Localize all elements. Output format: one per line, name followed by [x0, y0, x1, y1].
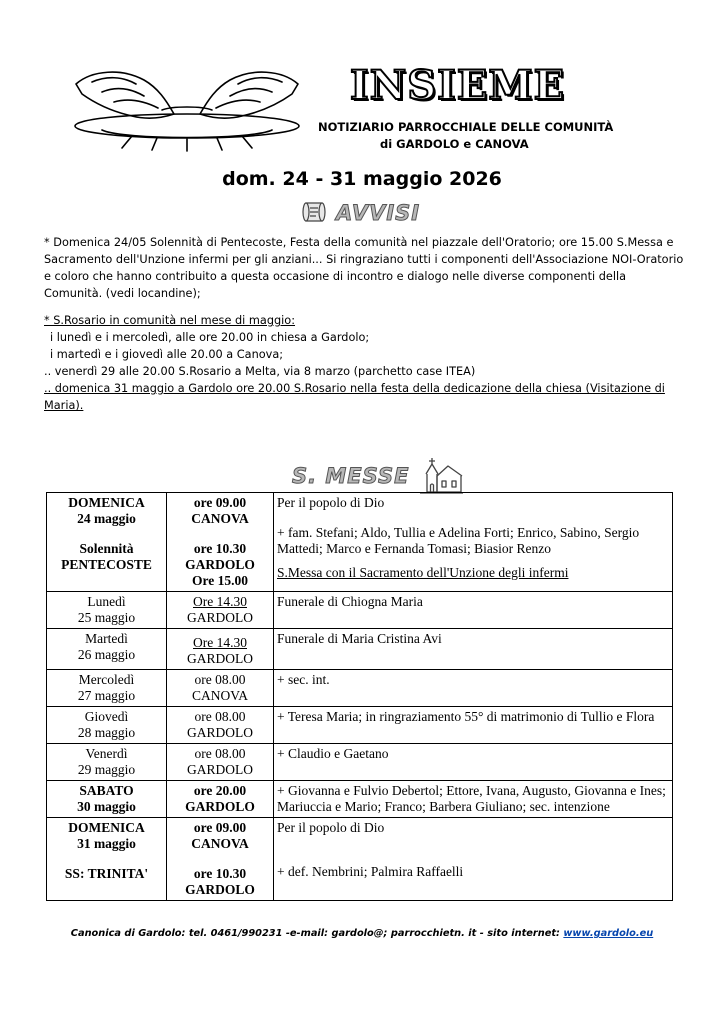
mass-time: ore 09.00	[193, 495, 247, 510]
mass-place: GARDOLO	[187, 725, 253, 740]
day-name: DOMENICA	[68, 820, 145, 835]
notice-pentecost: * Domenica 24/05 Solennità di Pentecoste, Festa della comunità nel piazzale dell'Oratorio; ore 15.00 S.Messa e Sacramento dell'Unzione infermi per gli anziani... Si ringraziano tutti i componenti dell'Associazione NOI-Oratorio e coloro che hanno contribuito a questa occasione di incontro e dialogo nelle diverse componenti della Comunità. (vedi locandine);	[44, 236, 684, 300]
day-cell	[47, 670, 167, 707]
mass-place: GARDOLO	[185, 882, 255, 897]
table-row	[47, 744, 673, 781]
time-cell	[167, 781, 274, 818]
table-row	[47, 629, 673, 670]
table-row	[47, 818, 673, 901]
day-cell	[47, 781, 167, 818]
time-cell	[167, 818, 274, 901]
table-row	[47, 493, 673, 592]
mass-time: ore 20.00	[193, 783, 247, 798]
rosary-line: i martedì e i giovedì alle 20.00 a Canova;	[50, 348, 284, 361]
day-name: Martedì	[85, 631, 128, 646]
intention-text: Per il popolo di Dio	[277, 820, 385, 835]
scroll-icon	[300, 200, 328, 226]
intention-text: + def. Nembrini; Palmira Raffaelli	[277, 864, 464, 879]
mass-place: GARDOLO	[187, 610, 253, 625]
mass-time: ore 08.00	[194, 746, 246, 761]
parish-contact-footer	[0, 928, 724, 939]
day-date: 25 maggio	[77, 610, 136, 625]
day-name: Giovedì	[84, 709, 129, 724]
day-date: 28 maggio	[77, 725, 136, 740]
mass-place: CANOVA	[191, 836, 249, 851]
feast-name: Solennità	[79, 541, 134, 556]
mass-time: ore 08.00	[194, 672, 246, 687]
table-row	[47, 670, 673, 707]
day-name: Venerdì	[85, 746, 128, 761]
day-date: 24 maggio	[77, 511, 136, 526]
feast-name: SS: TRINITA'	[64, 866, 149, 881]
intentions-cell: Funerale di Chiogna Maria	[274, 592, 673, 629]
day-cell	[47, 629, 167, 670]
mass-time: Ore 14.30	[193, 594, 247, 609]
newsletter-header	[0, 0, 724, 160]
time-cell	[167, 493, 274, 592]
day-date: 30 maggio	[77, 799, 136, 814]
mass-place: CANOVA	[191, 511, 249, 526]
mass-place: CANOVA	[191, 688, 248, 703]
table-row	[47, 781, 673, 818]
time-cell	[167, 670, 274, 707]
intentions-cell: + Teresa Maria; in ringraziamento 55° di matrimonio di Tullio e Flora	[274, 707, 673, 744]
notices-block	[44, 234, 684, 414]
contact-info: Canonica di Gardolo: tel. 0461/990231 -e-mail: gardolo@; parrocchietn. it -	[70, 928, 488, 939]
intentions-cell	[274, 818, 673, 901]
masthead-title: INSIEME	[350, 62, 566, 109]
avvisi-title: AVVISI	[336, 201, 421, 225]
day-cell	[47, 592, 167, 629]
day-cell	[47, 818, 167, 901]
issue-date-range: dom. 24 - 31 maggio 2026	[222, 168, 502, 190]
rosary-heading: * S.Rosario in comunità nel mese di maggio:	[44, 314, 296, 327]
day-cell	[47, 493, 167, 592]
time-cell	[167, 629, 274, 670]
mass-time: ore 08.00	[194, 709, 246, 724]
table-row	[47, 707, 673, 744]
intentions-cell: + sec. int.	[274, 670, 673, 707]
day-name: Mercoledì	[78, 672, 135, 687]
mass-place: GARDOLO	[187, 651, 253, 666]
day-cell	[47, 707, 167, 744]
mass-time: ore 09.00	[193, 820, 247, 835]
hands-logo-icon	[62, 64, 312, 152]
intention-text: S.Messa con il Sacramento dell'Unzione degli infermi	[277, 565, 569, 580]
table-row	[47, 592, 673, 629]
day-date: 29 maggio	[77, 762, 136, 777]
masthead-communities: di GARDOLO e CANOVA	[380, 137, 529, 151]
feast-name: PENTECOSTE	[61, 557, 152, 572]
time-cell	[167, 592, 274, 629]
mass-time: Ore 14.30	[193, 635, 247, 650]
messe-title: S. MESSE	[292, 464, 410, 488]
day-name: Lunedì	[87, 594, 126, 609]
church-icon	[418, 456, 464, 496]
mass-place: GARDOLO	[187, 762, 253, 777]
day-date: 27 maggio	[77, 688, 136, 703]
mass-place: GARDOLO	[185, 799, 255, 814]
mass-time: Ore 15.00	[192, 573, 248, 588]
messe-section-header	[292, 456, 464, 496]
avvisi-section-header	[300, 200, 420, 226]
mass-place: GARDOLO	[185, 557, 255, 572]
website-label: sito internet:	[487, 928, 564, 939]
intention-text: Per il popolo di Dio	[277, 495, 385, 510]
mass-time: ore 10.30	[193, 541, 247, 556]
day-date: 31 maggio	[77, 836, 136, 851]
day-name: SABATO	[79, 783, 134, 798]
masses-schedule-table	[46, 492, 673, 901]
website-link[interactable]: www.gardolo.eu	[563, 928, 654, 939]
masthead-subtitle: NOTIZIARIO PARROCCHIALE DELLE COMUNITÀ	[318, 120, 614, 134]
mass-time: ore 10.30	[193, 866, 247, 881]
rosary-line: i lunedì e i mercoledì, alle ore 20.00 in chiesa a Gardolo;	[50, 331, 370, 344]
day-name: DOMENICA	[68, 495, 145, 510]
intention-text: + fam. Stefani; Aldo, Tullia e Adelina Forti; Enrico, Sabino, Sergio Mattedi; Marco e Fernanda Tomasi; Biasior Renzo	[277, 525, 640, 556]
rosary-line: .. domenica 31 maggio a Gardolo ore 20.00 S.Rosario nella festa della dedicazione della chiesa (Visitazione di Maria).	[44, 382, 665, 412]
day-cell	[47, 744, 167, 781]
intentions-cell: Funerale di Maria Cristina Avi	[274, 629, 673, 670]
time-cell	[167, 707, 274, 744]
intentions-cell	[274, 493, 673, 592]
day-date: 26 maggio	[77, 647, 136, 662]
intentions-cell: + Giovanna e Fulvio Debertol; Ettore, Ivana, Augusto, Giovanna e Ines; Mariuccia e Mario; Franco; Barbera Giuliano; sec. intenzione	[274, 781, 673, 818]
rosary-line: .. venerdì 29 alle 20.00 S.Rosario a Melta, via 8 marzo (parchetto case ITEA)	[44, 365, 476, 378]
time-cell	[167, 744, 274, 781]
intentions-cell: + Claudio e Gaetano	[274, 744, 673, 781]
